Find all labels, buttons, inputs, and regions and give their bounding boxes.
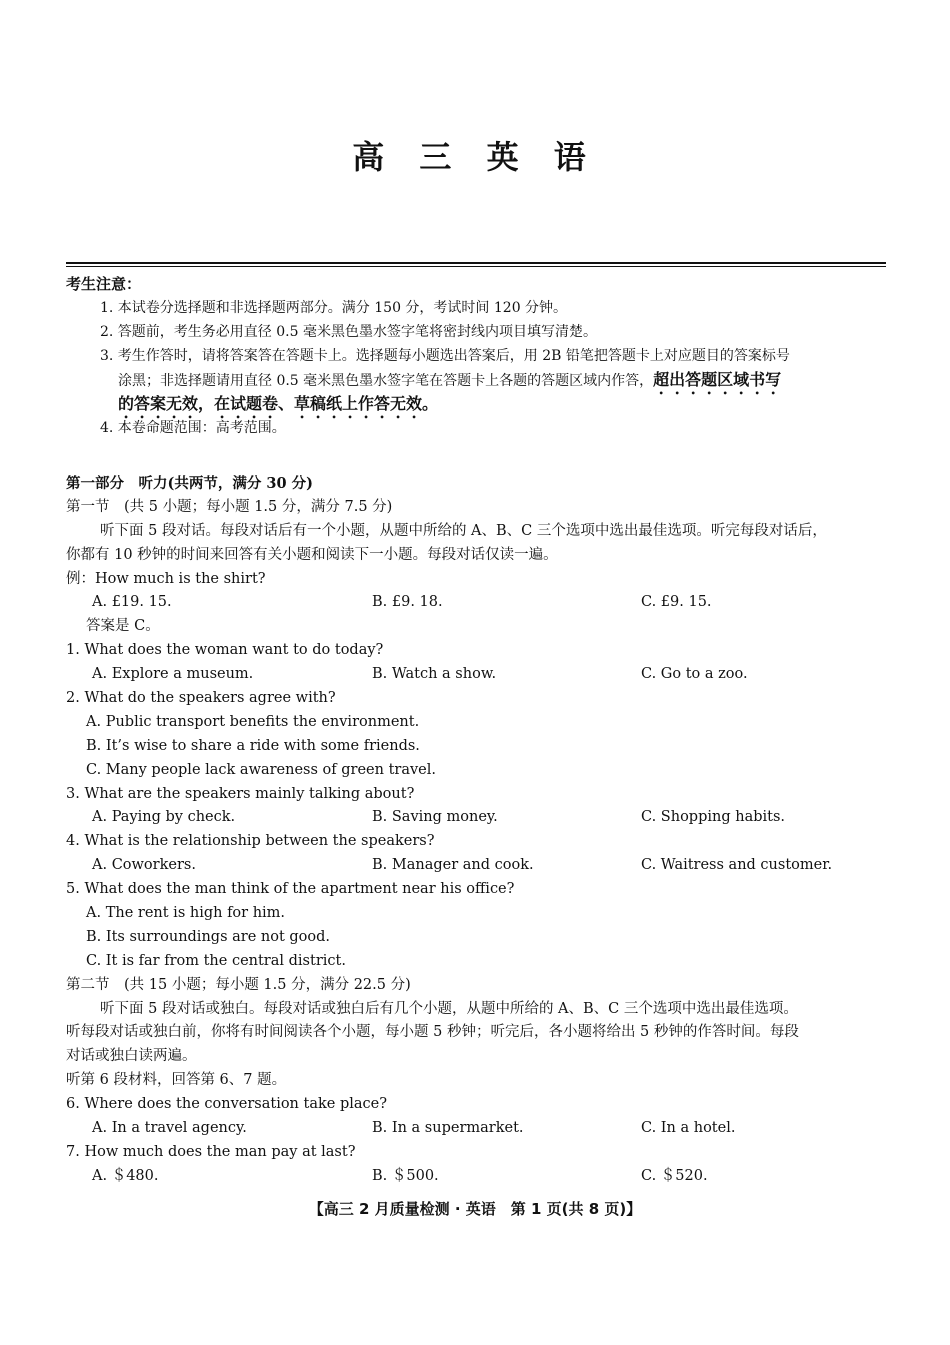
- question-7-options: [66, 1165, 896, 1189]
- section2-heading: 第二节 (共 15 小题；每小题 1.5 分，满分 22.5 分): [66, 976, 411, 993]
- question-4: 4. What is the relationship between the speakers?: [66, 833, 435, 850]
- page-title: 高 三 英 语: [352, 138, 598, 176]
- section2-instructions-2: 听每段对话或独白前，你将有时间阅读各个小题，每小题 5 秒钟；听完后，各小题将给出 5 秒钟的作答时间。每段: [66, 1024, 799, 1041]
- option-b: B. Its surroundings are not good.: [86, 928, 331, 945]
- option-c: C. Many people lack awareness of green travel.: [86, 761, 437, 778]
- notice-emphasis-2: 的答案无效，在试题卷、草稿纸上作答无效。: [118, 394, 439, 413]
- option-b: B. In a supermarket.: [372, 1120, 524, 1137]
- listening-part: [66, 472, 896, 1189]
- notice-item-1: 1. 本试卷分选择题和非选择题两部分。满分 150 分，考试时间 120 分钟。: [100, 300, 568, 316]
- question-6-options: [66, 1117, 896, 1141]
- notice-item-4: 4. 本卷命题范围：高考范围。: [100, 420, 286, 436]
- option-b: B. Manager and cook.: [372, 857, 534, 874]
- option-a: A. Coworkers.: [92, 857, 196, 874]
- question-3-options: [66, 806, 896, 830]
- question-2: 2. What do the speakers agree with?: [66, 690, 336, 707]
- notice-item-3-text: 涂黑；非选择题请用直径 0.5 毫米黑色墨水签字笔在答题卡上各题的答题区域内作答，: [118, 373, 654, 389]
- exam-notice: [66, 272, 896, 440]
- question-1: 1. What does the woman want to do today?: [66, 642, 384, 659]
- divider-thick: [66, 262, 886, 264]
- section2-instructions-1: 听下面 5 段对话或独白。每段对话或独白后有几个小题，从题中所给的 A、B、C 三个选项中选出最佳选项。: [100, 1000, 798, 1017]
- option-c: C. Go to a zoo.: [641, 666, 748, 683]
- example-options: [66, 591, 896, 615]
- section1-heading: 第一节 (共 5 小题；每小题 1.5 分，满分 7.5 分): [66, 498, 393, 515]
- option-a: A. Explore a museum.: [92, 666, 254, 683]
- option-a: A. In a travel agency.: [92, 1120, 247, 1137]
- question-6: 6. Where does the conversation take place?: [66, 1096, 387, 1113]
- notice-item-2: 2. 答题前，考生务必用直径 0.5 毫米黑色墨水签字笔将密封线内项目填写清楚。: [100, 324, 597, 340]
- option-c: C. £9. 15.: [641, 594, 712, 611]
- option-c: C. In a hotel.: [641, 1120, 736, 1137]
- example-answer: 答案是 C。: [86, 618, 160, 635]
- notice-item-3-cont2: [66, 392, 896, 416]
- notice-item-3-cont: [66, 368, 896, 392]
- example-question: 例：How much is the shirt?: [66, 570, 266, 587]
- page-footer: 【高三 2 月质量检测 · 英语 第 1 页(共 8 页)】: [308, 1200, 642, 1218]
- question-5: 5. What does the man think of the apartment near his office?: [66, 881, 515, 898]
- option-a: A. Public transport benefits the environment.: [86, 713, 420, 730]
- section2-instructions-3: 对话或独白读两遍。: [66, 1048, 197, 1065]
- question-3: 3. What are the speakers mainly talking about?: [66, 785, 415, 802]
- option-b: B. It’s wise to share a ride with some friends.: [86, 737, 420, 754]
- option-b: B. Watch a show.: [372, 666, 497, 683]
- option-c: C. It is far from the central district.: [86, 952, 346, 969]
- option-a: A. ＄480.: [92, 1167, 159, 1184]
- notice-emphasis-1: 超出答题区域书写: [653, 370, 782, 389]
- option-a: A. The rent is high for him.: [86, 905, 286, 922]
- question-1-options: [66, 663, 896, 687]
- question-4-options: [66, 854, 896, 878]
- option-b: B. Saving money.: [372, 809, 498, 826]
- option-b: B. £9. 18.: [372, 594, 443, 611]
- notice-heading: 考生注意：: [66, 275, 142, 293]
- option-c: C. ＄520.: [641, 1167, 708, 1184]
- material-6-heading: 听第 6 段材料，回答第 6、7 题。: [66, 1072, 287, 1089]
- part1-heading: 第一部分 听力(共两节，满分 30 分): [66, 475, 313, 492]
- option-a: A. Paying by check.: [92, 809, 236, 826]
- section1-instructions-2: 你都有 10 秒钟的时间来回答有关小题和阅读下一小题。每段对话仅读一遍。: [66, 546, 558, 563]
- option-a: A. £19. 15.: [92, 594, 172, 611]
- section1-instructions-1: 听下面 5 段对话。每段对话后有一个小题，从题中所给的 A、B、C 三个选项中选出最佳选项。听完每段对话后，: [100, 522, 827, 539]
- option-c: C. Waitress and customer.: [641, 857, 833, 874]
- question-7: 7. How much does the man pay at last?: [66, 1143, 356, 1160]
- notice-item-3: 3. 考生作答时，请将答案答在答题卡上。选择题每小题选出答案后，用 2B 铅笔把答题卡上对应题目的答案标号: [100, 348, 790, 364]
- divider-thin: [66, 266, 886, 267]
- option-b: B. ＄500.: [372, 1167, 439, 1184]
- option-c: C. Shopping habits.: [641, 809, 786, 826]
